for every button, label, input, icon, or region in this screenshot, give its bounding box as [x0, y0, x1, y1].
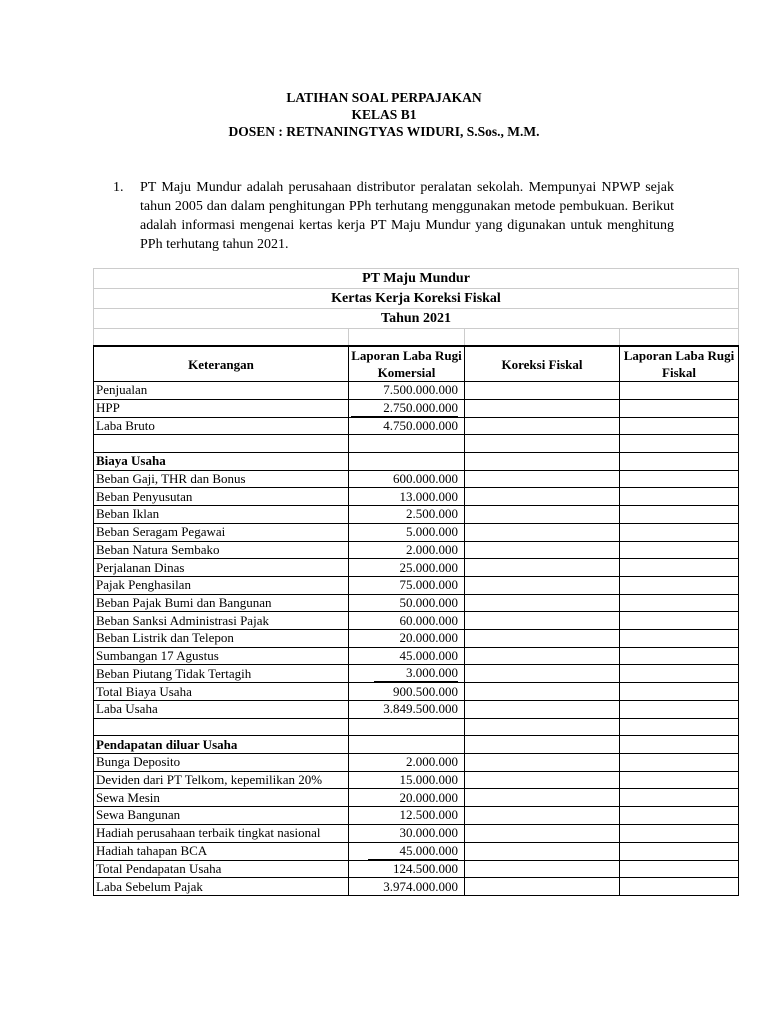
table-row — [94, 878, 739, 896]
row-fiscal-cell — [620, 488, 739, 506]
row-commercial-value: 3.974.000.000 — [349, 878, 465, 896]
row-label: Perjalanan Dinas — [94, 559, 349, 577]
row-commercial-value: 13.000.000 — [349, 488, 465, 506]
row-label: Bunga Deposito — [94, 754, 349, 772]
row-fiscal-cell — [620, 789, 739, 807]
row-commercial-value: 45.000.000 — [349, 647, 465, 665]
table-row — [94, 576, 739, 594]
row-commercial-value: 124.500.000 — [349, 860, 465, 878]
header-title: LATIHAN SOAL PERPAJAKAN — [286, 90, 482, 105]
row-label: Sewa Mesin — [94, 789, 349, 807]
row-fiscal-cell — [620, 771, 739, 789]
row-correction-cell — [465, 382, 620, 400]
row-correction-cell — [465, 718, 620, 736]
row-correction-cell — [465, 701, 620, 719]
table-row — [94, 860, 739, 878]
table-row — [94, 771, 739, 789]
row-fiscal-cell — [620, 453, 739, 471]
row-label — [94, 435, 349, 453]
row-fiscal-cell — [620, 807, 739, 825]
row-fiscal-cell — [620, 435, 739, 453]
row-label: Laba Bruto — [94, 417, 349, 435]
row-fiscal-cell — [620, 541, 739, 559]
row-correction-cell — [465, 506, 620, 524]
row-commercial-value: 2.000.000 — [349, 754, 465, 772]
row-fiscal-cell — [620, 399, 739, 417]
table-row — [94, 647, 739, 665]
row-correction-cell — [465, 435, 620, 453]
row-label: Pajak Penghasilan — [94, 576, 349, 594]
row-correction-cell — [465, 860, 620, 878]
row-label: Biaya Usaha — [94, 453, 349, 471]
row-commercial-value: 75.000.000 — [349, 576, 465, 594]
row-label: Beban Gaji, THR dan Bonus — [94, 470, 349, 488]
row-fiscal-cell — [620, 382, 739, 400]
row-commercial-value: 15.000.000 — [349, 771, 465, 789]
row-label: HPP — [94, 399, 349, 417]
row-fiscal-cell — [620, 665, 739, 683]
row-correction-cell — [465, 736, 620, 754]
table-row — [94, 612, 739, 630]
row-label: Deviden dari PT Telkom, kepemilikan 20% — [94, 771, 349, 789]
row-commercial-value: 25.000.000 — [349, 559, 465, 577]
row-label: Beban Natura Sembako — [94, 541, 349, 559]
row-correction-cell — [465, 594, 620, 612]
table-row — [94, 754, 739, 772]
row-fiscal-cell — [620, 523, 739, 541]
row-commercial-value: 20.000.000 — [349, 789, 465, 807]
row-correction-cell — [465, 665, 620, 683]
row-correction-cell — [465, 559, 620, 577]
table-row — [94, 435, 739, 453]
row-correction-cell — [465, 789, 620, 807]
row-commercial-value: 30.000.000 — [349, 824, 465, 842]
row-fiscal-cell — [620, 470, 739, 488]
table-row — [94, 382, 739, 400]
underlined-value: 2.750.000.000 — [351, 400, 458, 417]
row-label: Total Pendapatan Usaha — [94, 860, 349, 878]
table-row — [94, 665, 739, 683]
row-fiscal-cell — [620, 860, 739, 878]
row-commercial-value: 900.500.000 — [349, 683, 465, 701]
header-class: KELAS B1 — [351, 107, 417, 122]
column-header-fiscal: Laporan Laba Rugi Fiskal — [620, 346, 739, 382]
row-fiscal-cell — [620, 612, 739, 630]
row-commercial-value: 5.000.000 — [349, 523, 465, 541]
header-lecturer: DOSEN : RETNANINGTYAS WIDURI, S.Sos., M.M. — [228, 124, 540, 139]
row-correction-cell — [465, 754, 620, 772]
table-row — [94, 701, 739, 719]
row-label: Hadiah perusahaan terbaik tingkat nasional — [94, 824, 349, 842]
row-correction-cell — [465, 576, 620, 594]
table-row — [94, 824, 739, 842]
row-commercial-value: 600.000.000 — [349, 470, 465, 488]
row-label: Beban Sanksi Administrasi Pajak — [94, 612, 349, 630]
row-label: Laba Usaha — [94, 701, 349, 719]
row-label: Laba Sebelum Pajak — [94, 878, 349, 896]
row-correction-cell — [465, 842, 620, 860]
row-correction-cell — [465, 488, 620, 506]
row-commercial-value: 20.000.000 — [349, 629, 465, 647]
row-fiscal-cell — [620, 842, 739, 860]
question-number: 1. — [113, 180, 124, 195]
row-commercial-value: 12.500.000 — [349, 807, 465, 825]
row-correction-cell — [465, 612, 620, 630]
row-correction-cell — [465, 771, 620, 789]
table-row — [94, 488, 739, 506]
row-commercial-value — [349, 453, 465, 471]
table-row — [94, 417, 739, 435]
table-row — [94, 807, 739, 825]
row-label: Hadiah tahapan BCA — [94, 842, 349, 860]
row-commercial-value: 60.000.000 — [349, 612, 465, 630]
table-row — [94, 629, 739, 647]
row-fiscal-cell — [620, 506, 739, 524]
row-label: Beban Pajak Bumi dan Bangunan — [94, 594, 349, 612]
row-correction-cell — [465, 824, 620, 842]
row-correction-cell — [465, 683, 620, 701]
row-label: Sewa Bangunan — [94, 807, 349, 825]
row-fiscal-cell — [620, 754, 739, 772]
column-header-commercial: Laporan Laba Rugi Komersial — [349, 346, 465, 382]
row-correction-cell — [465, 417, 620, 435]
row-commercial-value: 4.750.000.000 — [349, 417, 465, 435]
row-fiscal-cell — [620, 594, 739, 612]
row-fiscal-cell — [620, 647, 739, 665]
row-correction-cell — [465, 399, 620, 417]
row-fiscal-cell — [620, 878, 739, 896]
table-row — [94, 470, 739, 488]
table-row — [94, 842, 739, 860]
row-correction-cell — [465, 523, 620, 541]
row-fiscal-cell — [620, 683, 739, 701]
column-header-keterangan: Keterangan — [94, 346, 349, 382]
document-header — [0, 89, 768, 140]
worksheet-title: Kertas Kerja Koreksi Fiskal — [94, 289, 739, 309]
row-commercial-value: 7.500.000.000 — [349, 382, 465, 400]
row-fiscal-cell — [620, 718, 739, 736]
row-correction-cell — [465, 629, 620, 647]
row-fiscal-cell — [620, 824, 739, 842]
row-commercial-value — [349, 736, 465, 754]
table-row — [94, 736, 739, 754]
row-fiscal-cell — [620, 701, 739, 719]
table-row — [94, 683, 739, 701]
row-commercial-value — [349, 842, 465, 860]
table-row — [94, 523, 739, 541]
row-correction-cell — [465, 878, 620, 896]
table-row — [94, 453, 739, 471]
row-fiscal-cell — [620, 576, 739, 594]
row-commercial-value — [349, 435, 465, 453]
row-commercial-value: 2.500.000 — [349, 506, 465, 524]
row-label — [94, 718, 349, 736]
row-correction-cell — [465, 470, 620, 488]
row-label: Total Biaya Usaha — [94, 683, 349, 701]
table-row — [94, 594, 739, 612]
row-label: Sumbangan 17 Agustus — [94, 647, 349, 665]
table-row — [94, 541, 739, 559]
row-correction-cell — [465, 453, 620, 471]
row-label: Beban Penyusutan — [94, 488, 349, 506]
table-row — [94, 559, 739, 577]
row-commercial-value — [349, 399, 465, 417]
row-correction-cell — [465, 807, 620, 825]
row-commercial-value — [349, 665, 465, 683]
row-commercial-value: 3.849.500.000 — [349, 701, 465, 719]
underlined-value: 3.000.000 — [374, 665, 458, 682]
column-header-correction: Koreksi Fiskal — [465, 346, 620, 382]
table-row — [94, 789, 739, 807]
row-fiscal-cell — [620, 629, 739, 647]
row-fiscal-cell — [620, 417, 739, 435]
underlined-value: 45.000.000 — [368, 843, 459, 860]
row-fiscal-cell — [620, 559, 739, 577]
fiscal-correction-worksheet — [93, 268, 739, 896]
table-row — [94, 506, 739, 524]
row-commercial-value: 50.000.000 — [349, 594, 465, 612]
question-text: PT Maju Mundur adalah perusahaan distributor peralatan sekolah. Mempunyai NPWP sejak tahun 2005 dan dalam penghitungan PPh terhutang menggunakan metode pembukuan. Berikut adalah informasi mengenai kertas kerja PT Maju Mundur yang digunakan untuk menghitung PPh terhutang tahun 2021. — [140, 180, 674, 252]
row-label: Pendapatan diluar Usaha — [94, 736, 349, 754]
row-label: Penjualan — [94, 382, 349, 400]
row-fiscal-cell — [620, 736, 739, 754]
row-commercial-value: 2.000.000 — [349, 541, 465, 559]
row-label: Beban Seragam Pegawai — [94, 523, 349, 541]
row-correction-cell — [465, 541, 620, 559]
row-commercial-value — [349, 718, 465, 736]
row-label: Beban Listrik dan Telepon — [94, 629, 349, 647]
worksheet-company: PT Maju Mundur — [94, 269, 739, 289]
table-row — [94, 399, 739, 417]
row-label: Beban Piutang Tidak Tertagih — [94, 665, 349, 683]
worksheet-year: Tahun 2021 — [94, 309, 739, 329]
row-correction-cell — [465, 647, 620, 665]
row-label: Beban Iklan — [94, 506, 349, 524]
table-row — [94, 718, 739, 736]
